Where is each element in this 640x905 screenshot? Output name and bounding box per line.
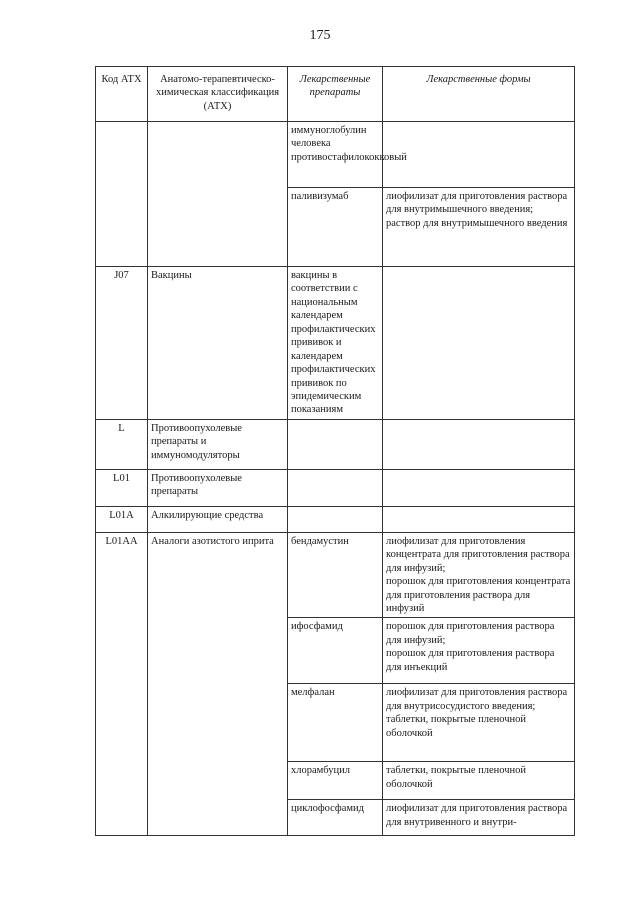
classification-cell: Аналоги азотистого иприта bbox=[148, 532, 288, 836]
forms-cell bbox=[383, 419, 575, 469]
header-code: Код АТХ bbox=[96, 67, 148, 122]
classification-cell: Противоопухолевые препараты и иммуномодуляторы bbox=[148, 419, 288, 469]
form-line: лиофилизат для приготовления концентрата для приготовления раствора для инфузий; bbox=[386, 535, 570, 574]
form-line: порошок для приготовления концентрата для приготовления раствора для инфузий bbox=[386, 576, 571, 614]
forms-cell bbox=[383, 532, 575, 618]
code-cell: L bbox=[96, 419, 148, 469]
form-line: раствор для внутримышечного введения bbox=[386, 217, 568, 229]
classification-cell bbox=[148, 122, 288, 267]
code-cell: L01A bbox=[96, 506, 148, 532]
drug-cell: бендамустин bbox=[288, 532, 383, 618]
code-cell bbox=[96, 122, 148, 267]
form-line: порошок для приготовления раствора для инъекций bbox=[386, 648, 555, 673]
form-line: лиофилизат для приготовления раствора для внутривенного и внутри- bbox=[386, 803, 568, 828]
drug-cell bbox=[288, 469, 383, 506]
forms-cell bbox=[383, 267, 575, 420]
table-row bbox=[96, 419, 575, 469]
table-row bbox=[96, 506, 575, 532]
forms-cell bbox=[383, 800, 575, 836]
classification-cell: Алкилирующие средства bbox=[148, 506, 288, 532]
header-classification: Анатомо-терапевтическо-химическая классификация (АТХ) bbox=[148, 67, 288, 122]
code-cell: L01 bbox=[96, 469, 148, 506]
drug-cell: циклофосфамид bbox=[288, 800, 383, 836]
forms-cell bbox=[383, 762, 575, 800]
forms-cell bbox=[383, 469, 575, 506]
drug-cell bbox=[288, 419, 383, 469]
forms-cell bbox=[383, 618, 575, 684]
classification-cell: Вакцины bbox=[148, 267, 288, 420]
drug-cell bbox=[288, 506, 383, 532]
drug-cell: иммуноглобулин человека противостафилококковый bbox=[288, 122, 383, 188]
code-cell: J07 bbox=[96, 267, 148, 420]
table-row bbox=[96, 469, 575, 506]
table-row bbox=[96, 267, 575, 420]
drug-cell: ифосфамид bbox=[288, 618, 383, 684]
header-drugs: Лекарственные препараты bbox=[288, 67, 383, 122]
table-row bbox=[96, 532, 575, 618]
form-line: лиофилизат для приготовления раствора для внутрисосудистого введения; bbox=[386, 687, 568, 712]
forms-cell bbox=[383, 188, 575, 267]
form-line: порошок для приготовления раствора для инфузий; bbox=[386, 621, 555, 646]
table-row bbox=[96, 122, 575, 188]
atc-drug-table bbox=[95, 66, 575, 836]
page-number: 175 bbox=[309, 28, 331, 43]
drug-cell: паливизумаб bbox=[288, 188, 383, 267]
drug-cell: мелфалан bbox=[288, 684, 383, 762]
drug-cell: вакцины в соответствии с национальным календарем профилактических прививок и календарем профилактических прививок по эпидемическим показаниям bbox=[288, 267, 383, 420]
classification-cell: Противоопухолевые препараты bbox=[148, 469, 288, 506]
code-cell: L01AA bbox=[96, 532, 148, 836]
forms-cell bbox=[383, 506, 575, 532]
form-line: таблетки, покрытые пленочной оболочкой bbox=[386, 765, 527, 790]
table-header-row bbox=[96, 67, 575, 122]
form-line: лиофилизат для приготовления раствора для внутримышечного введения; bbox=[386, 191, 568, 216]
forms-cell bbox=[383, 684, 575, 762]
forms-cell bbox=[383, 122, 575, 188]
drug-cell: хлорамбуцил bbox=[288, 762, 383, 800]
form-line: таблетки, покрытые пленочной оболочкой bbox=[386, 714, 527, 739]
header-forms: Лекарственные формы bbox=[383, 67, 575, 122]
